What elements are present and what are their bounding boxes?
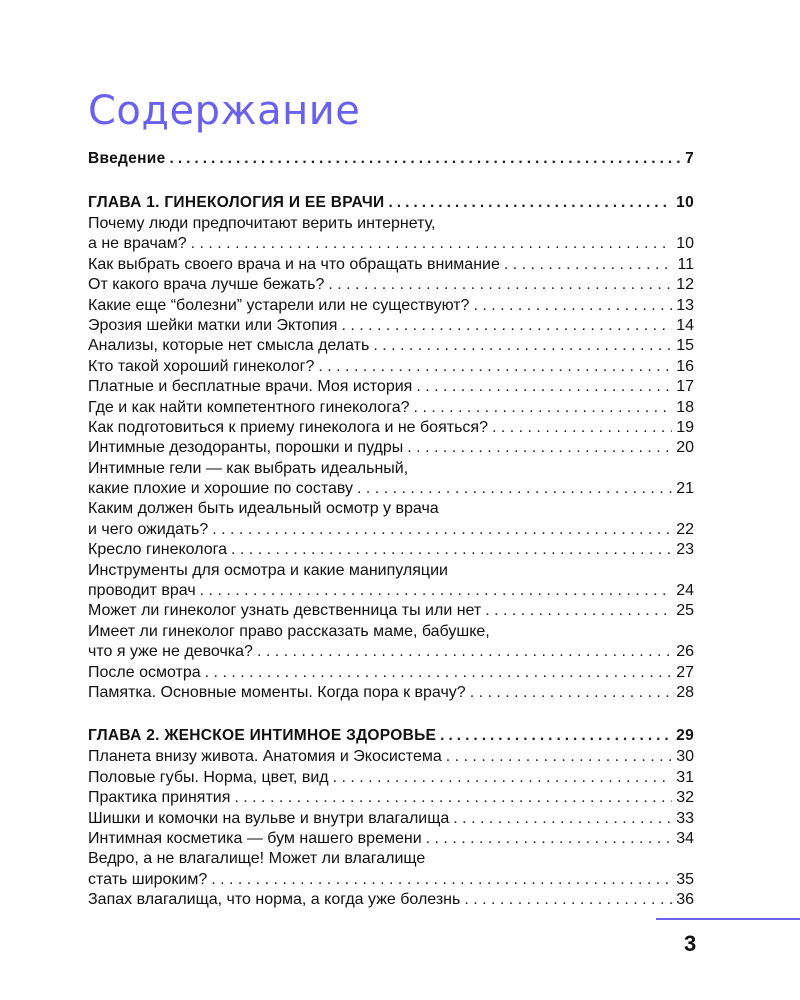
toc-entry[interactable] (88, 377, 694, 397)
toc-entry-text: Кресло гинеколога (88, 541, 228, 559)
leader-dots (318, 357, 672, 377)
leader-dots (170, 148, 682, 170)
toc-entry-text: Ведро, а не влагалище! Может ли влагалище (88, 850, 426, 868)
leader-dots (440, 725, 672, 747)
toc-entry[interactable] (88, 683, 694, 703)
toc-entry-line (88, 377, 694, 397)
toc-page-number: 24 (676, 582, 694, 600)
toc-entry-line (88, 663, 694, 683)
toc-page-number: 36 (676, 891, 694, 909)
toc-entry-line (88, 357, 694, 377)
toc-entry-text: Имеет ли гинеколог право рассказать маме, бабушке, (88, 622, 490, 640)
toc-page-number: 26 (676, 643, 694, 661)
chapter-section (88, 192, 694, 703)
toc-entry-line (88, 890, 694, 910)
toc-page-number: 11 (677, 255, 694, 273)
leader-dots (234, 788, 672, 808)
toc-entry-text: Каким должен быть идеальный осмотр у врача (88, 500, 439, 518)
toc-entry[interactable] (88, 561, 694, 602)
toc-entry-line (88, 438, 694, 458)
page-number: 3 (684, 931, 697, 956)
toc-entry-text: Может ли гинеколог узнать девственница ты или нет (88, 602, 482, 620)
leader-dots (257, 642, 672, 662)
toc-entry-line (88, 459, 694, 479)
leader-dots (470, 683, 673, 703)
toc-entry[interactable] (88, 499, 694, 540)
toc-entry[interactable] (88, 788, 694, 808)
toc-entry-text: Половые губы. Норма, цвет, вид (88, 768, 329, 786)
toc-entry-label: Введение (88, 150, 166, 167)
toc-entry-line (88, 316, 694, 336)
toc-entry[interactable] (88, 296, 694, 316)
toc-entry-line (88, 849, 694, 869)
toc-entry-line (88, 520, 694, 540)
leader-dots (373, 336, 672, 356)
toc-entry[interactable] (88, 809, 694, 829)
toc-page-number: 25 (676, 602, 694, 620)
leader-dots (388, 192, 672, 214)
chapter-section (88, 725, 694, 910)
leader-dots (485, 601, 672, 621)
toc-entry-line (88, 768, 694, 788)
toc-page-number: 18 (676, 398, 694, 416)
toc-entry-text: Какие еще “болезни” устарели или не существуют? (88, 296, 470, 314)
leader-dots (191, 234, 673, 254)
intro-section (88, 148, 694, 170)
chapter-heading[interactable] (88, 725, 694, 747)
toc-entry[interactable] (88, 214, 694, 255)
toc-entry-line (88, 234, 694, 254)
leader-dots (341, 316, 672, 336)
toc-entry-line (88, 540, 694, 560)
toc-entry-text: Запах влагалища, что норма, а когда уже болезнь (88, 891, 461, 909)
toc-entry-text: а не врачам? (88, 235, 187, 253)
toc-entry-text: Платные и бесплатные врачи. Моя история (88, 378, 413, 396)
toc-entry[interactable] (88, 890, 694, 910)
chapter-title: ГЛАВА 2. ЖЕНСКОЕ ИНТИМНОЕ ЗДОРОВЬЕ (88, 727, 437, 745)
toc-entry-text: что я уже не девочка? (88, 643, 253, 661)
toc-page-number: 14 (676, 316, 694, 334)
toc-entry-intro[interactable] (88, 148, 694, 170)
toc-entry[interactable] (88, 357, 694, 377)
toc-page-number: 7 (685, 150, 694, 167)
toc-entry[interactable] (88, 255, 694, 275)
table-of-contents (88, 148, 694, 933)
toc-entry-text: стать широким? (88, 870, 208, 888)
toc-page-number: 21 (676, 480, 694, 498)
toc-entry-text: Интимная косметика — бум нашего времени (88, 829, 422, 847)
toc-entry-text: Памятка. Основные моменты. Когда пора к врачу? (88, 683, 466, 701)
toc-entry-line (88, 418, 694, 438)
leader-dots (453, 809, 672, 829)
leader-dots (414, 398, 673, 418)
leader-dots (426, 829, 673, 849)
toc-page-number: 13 (676, 296, 694, 314)
leader-dots (416, 377, 672, 397)
toc-entry-line (88, 601, 694, 621)
toc-entry-line (88, 642, 694, 662)
toc-entry-line (88, 479, 694, 499)
toc-entry[interactable] (88, 622, 694, 663)
leader-dots (446, 747, 672, 767)
toc-entry[interactable] (88, 540, 694, 560)
page-title: Содержание (88, 87, 361, 134)
toc-page-number: 29 (676, 727, 694, 745)
leader-dots (333, 768, 673, 788)
toc-entry-line (88, 398, 694, 418)
toc-page-number: 17 (676, 378, 694, 396)
leader-dots (200, 581, 673, 601)
toc-entry-text: Инструменты для осмотра и какие манипуляции (88, 561, 448, 579)
toc-entry-text: Почему люди предпочитают верить интернету, (88, 215, 436, 232)
chapter-title: ГЛАВА 1. ГИНЕКОЛОГИЯ И ЕЕ ВРАЧИ (88, 194, 385, 211)
toc-entry-text: проводит врач (88, 582, 196, 600)
toc-entry[interactable] (88, 459, 694, 500)
toc-page-number: 15 (676, 337, 694, 355)
toc-entry-line (88, 499, 694, 519)
leader-dots (212, 520, 672, 540)
toc-page-number: 19 (676, 418, 694, 436)
toc-entry[interactable] (88, 663, 694, 683)
toc-page-number: 20 (676, 439, 694, 457)
toc-entry[interactable] (88, 275, 694, 295)
toc-entry-line (88, 214, 694, 234)
footer-rule (656, 918, 800, 920)
leader-dots (231, 540, 672, 560)
toc-entry-text: и чего ожидать? (88, 520, 209, 538)
toc-entry[interactable] (88, 418, 694, 438)
toc-entry-text: Кто такой хороший гинеколог? (88, 357, 315, 375)
toc-entry-text: какие плохие и хорошие по составу (88, 480, 354, 498)
toc-entry-line (88, 622, 694, 642)
chapter-heading[interactable] (88, 192, 694, 214)
toc-entry-text: Как подготовиться к приему гинеколога и не бояться? (88, 418, 488, 436)
leader-dots (328, 275, 672, 295)
toc-page-number: 16 (676, 357, 694, 375)
leader-dots (357, 479, 672, 499)
toc-entry-text: Планета внизу живота. Анатомия и Экосистема (88, 748, 442, 766)
leader-dots (473, 296, 672, 316)
toc-entry-line (88, 336, 694, 356)
toc-entry[interactable] (88, 829, 694, 849)
toc-entry-line (88, 561, 694, 581)
toc-page-number: 33 (676, 809, 694, 827)
toc-entry-text: Эрозия шейки матки или Эктопия (88, 316, 338, 334)
toc-entry-line (88, 788, 694, 808)
toc-entry-text: Практика принятия (88, 789, 231, 807)
toc-entry[interactable] (88, 438, 694, 458)
toc-entry-text: Анализы, которые нет смысла делать (88, 337, 370, 355)
toc-entry-text: После осмотра (88, 663, 201, 681)
toc-entry[interactable] (88, 316, 694, 336)
toc-entry[interactable] (88, 768, 694, 788)
toc-entry-line (88, 809, 694, 829)
toc-page-number: 35 (676, 870, 694, 888)
toc-entry[interactable] (88, 849, 694, 890)
toc-entry-line (88, 255, 694, 275)
toc-entry-text: Интимные дезодоранты, порошки и пудры (88, 439, 404, 457)
toc-entry-line (88, 870, 694, 890)
toc-entry-line (88, 683, 694, 703)
chapters-list (88, 192, 694, 911)
toc-entry-text: От какого врача лучше бежать? (88, 276, 325, 294)
toc-entry-line (88, 581, 694, 601)
toc-page-number: 10 (676, 194, 694, 211)
toc-entry-text: Шишки и комочки на вульве и внутри влагалища (88, 809, 450, 827)
leader-dots (504, 255, 674, 275)
toc-entry[interactable] (88, 747, 694, 767)
toc-page-number: 10 (676, 235, 694, 253)
leader-dots (464, 890, 672, 910)
toc-page-number: 23 (676, 541, 694, 559)
toc-page-number: 12 (676, 276, 694, 294)
toc-entry-line (88, 275, 694, 295)
toc-page-number: 28 (676, 683, 694, 701)
leader-dots (492, 418, 672, 438)
toc-entry-line (88, 747, 694, 767)
toc-entry[interactable] (88, 336, 694, 356)
leader-dots (407, 438, 672, 458)
toc-page-number: 27 (676, 663, 694, 681)
toc-entry-line (88, 296, 694, 316)
toc-entry[interactable] (88, 398, 694, 418)
toc-entry[interactable] (88, 601, 694, 621)
toc-entry-text: Интимные гели — как выбрать идеальный, (88, 459, 409, 477)
leader-dots (205, 663, 673, 683)
toc-page-number: 22 (676, 520, 694, 538)
toc-entry-text: Где и как найти компетентного гинеколога? (88, 398, 410, 416)
toc-page-number: 31 (676, 768, 694, 786)
toc-page-number: 30 (676, 748, 694, 766)
toc-entry-text: Как выбрать своего врача и на что обращать внимание (88, 255, 500, 273)
toc-page-number: 34 (676, 829, 694, 847)
toc-page-number: 32 (676, 789, 694, 807)
toc-entry-line (88, 829, 694, 849)
leader-dots (211, 870, 672, 890)
